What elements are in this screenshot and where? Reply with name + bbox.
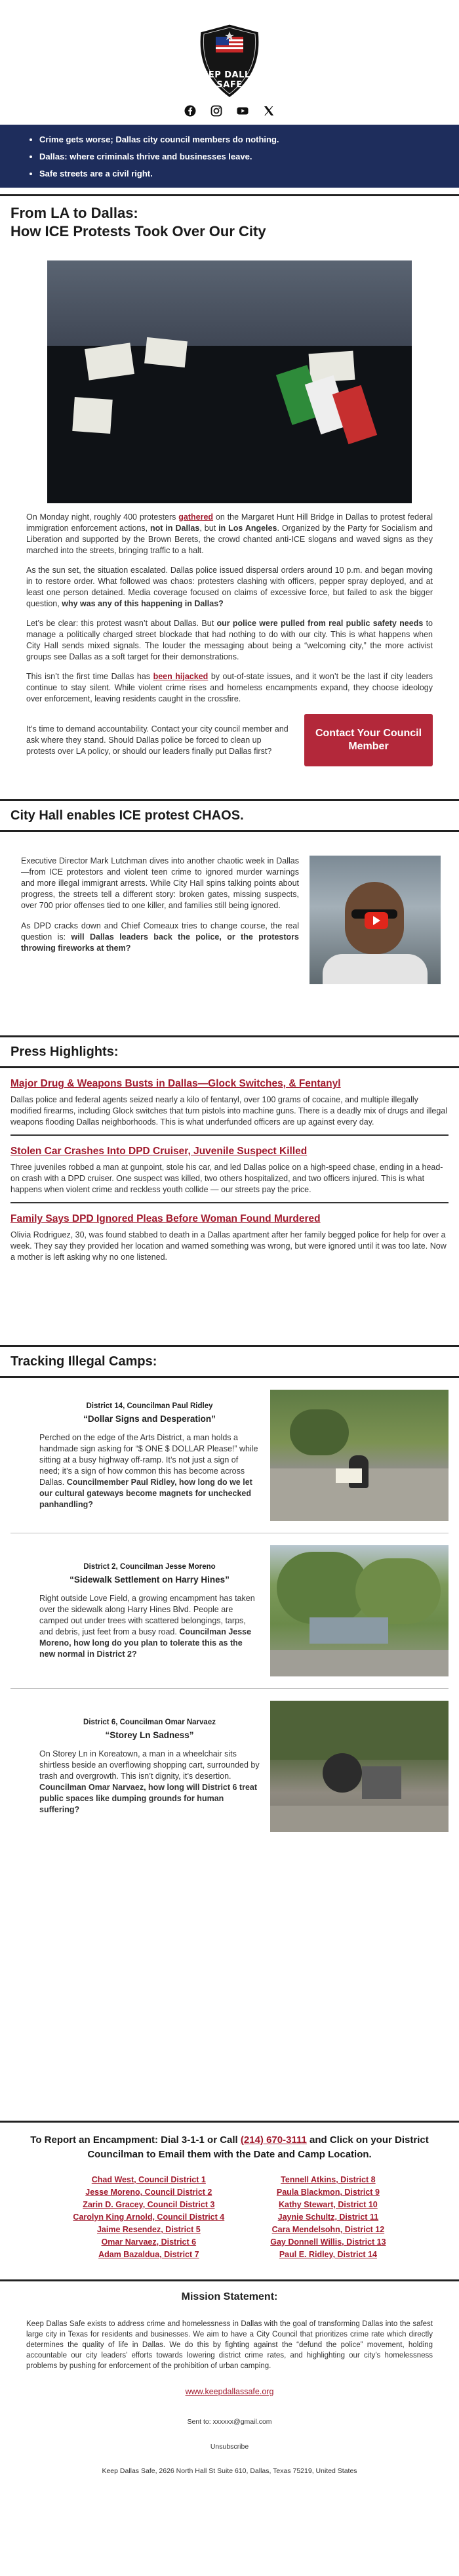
- press-summary: Dallas police and federal agents seized nearly a kilo of fentanyl, over 100 grams of cocaine, and multiple illegally modified firearms, including Glock switches that turn pistols into machine guns. There is a deadly mix of drugs and illegal weapons flooding Dallas neighborhoods. This is what underfunded officers are up against every day.: [10, 1095, 448, 1127]
- slogan-item: • Crime gets worse; Dallas city council members do nothing.: [39, 131, 459, 148]
- camps-section: [0, 1345, 459, 1832]
- press-section: [0, 1035, 459, 1263]
- article-title-line2: How ICE Protests Took Over Our City: [10, 223, 266, 239]
- social-links: [0, 105, 459, 117]
- council-member-link[interactable]: Kathy Stewart, District 10: [279, 2200, 378, 2209]
- council-member-link[interactable]: Tennell Atkins, District 8: [281, 2175, 376, 2184]
- press-item: [0, 1145, 459, 1195]
- been-hijacked-link[interactable]: been hijacked: [153, 672, 209, 681]
- camp-text: [39, 1401, 260, 1510]
- council-member-link[interactable]: Adam Bazaldua, District 7: [98, 2250, 199, 2259]
- article-title-line1: From LA to Dallas:: [10, 205, 138, 221]
- camp-text: [39, 1562, 260, 1660]
- camp-district: District 6, Councilman Omar Narvaez: [83, 1718, 216, 1726]
- camp-subtitle: “Storey Ln Sadness”: [105, 1730, 194, 1740]
- press-headline-link[interactable]: Family Says DPD Ignored Pleas Before Woman Found Murdered: [10, 1213, 321, 1224]
- video-description: [18, 856, 299, 984]
- press-divider: [10, 1202, 449, 1203]
- camp-photo: [270, 1701, 449, 1832]
- council-member-link[interactable]: Cara Mendelsohn, District 12: [271, 2225, 385, 2234]
- camp-subtitle: “Sidewalk Settlement on Harry Hines”: [70, 1575, 230, 1585]
- contact-council-member-button[interactable]: Contact Your Council Member: [304, 714, 433, 766]
- council-member-link[interactable]: Zarin D. Gracey, Council District 3: [83, 2200, 215, 2209]
- camp-description: Right outside Love Field, a growing encampment has taken over the sidewalk along Harry Hines Blvd. People are camped out under trees with scattered belongings, tarps, and debris, just feet from a busy road. Councilman Jesse Moreno, how long do you plan to tolerate this as the new normal in District 2?: [39, 1594, 255, 1659]
- council-member-link[interactable]: Jaynie Schultz, District 11: [277, 2212, 379, 2222]
- press-item: [0, 1077, 459, 1128]
- slogan-banner: [0, 125, 459, 188]
- website-link[interactable]: www.keepdallassafe.org: [185, 2387, 274, 2397]
- article-body: [0, 512, 459, 705]
- protest-photo: [47, 260, 412, 503]
- play-icon[interactable]: [365, 912, 388, 929]
- video-thumbnail[interactable]: [309, 856, 441, 984]
- sent-to-text: Sent to: xxxxxx@gmail.com: [187, 2418, 272, 2426]
- mission-title: Mission Statement:: [181, 2291, 278, 2302]
- article-paragraph: As the sun set, the situation escalated. Dallas police issued dispersal orders around 10 p.m. and began moving in to restore order. What followed was chaos: protesters clashing with officers, pepper spray deployed, and at least one person detained. Media coverage focused on claims of excessive force, but failed to ask the bigger question, why was any of this happening in Dallas?: [26, 566, 433, 608]
- council-member-link[interactable]: Gay Donnell Willis, District 13: [270, 2237, 386, 2247]
- camp-divider: [10, 1688, 449, 1689]
- camp-text: [39, 1717, 260, 1816]
- logo-text-line2: SAFE: [216, 80, 243, 90]
- press-divider: [10, 1134, 449, 1136]
- camp-subtitle: “Dollar Signs and Desperation”: [83, 1413, 216, 1424]
- video-row: [0, 832, 459, 984]
- section-divider: [0, 2121, 459, 2123]
- camp-item: [0, 1701, 459, 1832]
- slogan-list: [25, 131, 459, 182]
- slogan-item: • Safe streets are a civil right.: [39, 165, 459, 182]
- camp-district: District 14, Councilman Paul Ridley: [86, 1402, 213, 1410]
- article-paragraph: On Monday night, roughly 400 protesters gathered on the Margaret Hunt Hill Bridge in Dallas to protest federal immigration enforcement actions, not in Dallas, but in Los Angeles. Organized by the Party for Socialism and Liberation and supported by the Brown Berets, the crowd chanted anti-ICE slogans and waved signs as they marched into the streets, bringing traffic to a halt.: [26, 512, 433, 555]
- gathered-link[interactable]: gathered: [178, 512, 214, 522]
- report-section: [0, 2121, 459, 2261]
- press-summary: Olivia Rodriguez, 30, was found stabbed to death in a Dallas apartment after her family begged police for help for over a week. They say they provided her location and warned something was wrong, but were ignored until it was too late. Now a mother is left asking why no one listened.: [10, 1230, 447, 1262]
- council-column-right: [270, 2174, 386, 2261]
- press-headline-link[interactable]: Stolen Car Crashes Into DPD Cruiser, Juvenile Suspect Killed: [10, 1146, 308, 1157]
- footer-address: Keep Dallas Safe, 2626 North Hall St Suite 610, Dallas, Texas 75219, United States: [102, 2466, 357, 2475]
- unsubscribe-link[interactable]: Unsubscribe: [210, 2442, 249, 2451]
- cta-text: It’s time to demand accountability. Contact your city council member and ask where they stand. Should Dallas police be forced to clean up protests over LA policy, or should our leaders finally put Dallas first?: [26, 724, 289, 756]
- camp-item: [0, 1390, 459, 1521]
- council-member-link[interactable]: Chad West, Council District 1: [91, 2175, 206, 2184]
- logo-text-line1: KEEP DALLAS: [195, 70, 264, 80]
- council-list: [0, 2174, 459, 2261]
- camp-photo: [270, 1390, 449, 1521]
- press-title: Press Highlights:: [10, 1045, 119, 1059]
- youtube-icon[interactable]: [237, 105, 249, 117]
- section-divider: [0, 1376, 459, 1378]
- camp-description: On Storey Ln in Koreatown, a man in a wheelchair sits shirtless beside an overflowing shopping cart, surrounded by trash and overgrowth. This isn’t dignity, it’s desertion. Councilman Omar Narvaez, how long will District 6 treat public spaces like dumping grounds for human suffering?: [39, 1749, 260, 1814]
- council-member-link[interactable]: Jaime Resendez, District 5: [96, 2225, 201, 2234]
- camp-district: District 2, Councilman Jesse Moreno: [83, 1563, 216, 1571]
- report-instructions: To Report an Encampment: Dial 3-1-1 or Call (214) 670-3111 and Click on your District Councilman to Email them with the Date and Camp Location.: [30, 2134, 429, 2160]
- article-paragraph: Let’s be clear: this protest wasn’t about Dallas. But our police were pulled from real public safety needs to manage a politically charged street blockade that had nothing to do with our city. This is what happens when City Hall sends mixed signals. The louder the messaging about being a “welcoming city,” the more activist groups see Dallas as a soft target for their demonstrations.: [26, 619, 433, 661]
- press-headline-link[interactable]: Major Drug & Weapons Busts in Dallas—Glock Switches, & Fentanyl: [10, 1078, 341, 1089]
- facebook-icon[interactable]: [184, 105, 196, 117]
- cityhall-section: [0, 799, 459, 984]
- council-member-link[interactable]: Jesse Moreno, Council District 2: [85, 2188, 212, 2197]
- video-paragraph: As DPD cracks down and Chief Comeaux tries to change course, the real question is: will Dallas leaders back the police, or the protestors throwing fireworks at them?: [21, 921, 299, 953]
- mission-body: Keep Dallas Safe exists to address crime and homelessness in Dallas with the goal of transforming Dallas into the safest large city in Texas for residents and businesses. We aim to have a City Council that prioritizes crime rate which directly determines the quality of life in Dallas. We do this by fighting against the “defund the police” movement, holding accountable our city leaders’ efforts towards lowering district crime rates, and highlighting our city’s homelessness problems by pushing for enforcement of the prohibition of urban camping.: [26, 2320, 433, 2371]
- council-member-link[interactable]: Carolyn King Arnold, Council District 4: [73, 2212, 225, 2222]
- instagram-icon[interactable]: [210, 105, 222, 117]
- council-column-left: [73, 2174, 224, 2261]
- header: [0, 0, 459, 110]
- article-section: [0, 194, 459, 766]
- camp-item: [0, 1545, 459, 1676]
- camps-title: Tracking Illegal Camps:: [10, 1354, 157, 1369]
- camp-description: Perched on the edge of the Arts District, a man holds a handmade sign asking for “$ ONE $ DOLLAR Please!” while sitting at a busy highway off-ramp. It’s not just a sign of need; it’s a sign of how common this has become across Dallas. Councilmember Paul Ridley, how long do we let our cultural gateways become magnets for unchecked panhandling?: [39, 1432, 258, 1509]
- video-paragraph: Executive Director Mark Lutchman dives into another chaotic week in Dallas—from ICE protestors and violent teen crime to ignored murder warnings and more illegal immigrant arrests. While City Hall spins talking points about progress, the streets tell a different story: broken gates, missing suspects, over 700 prior offenses tied to one killer, and families still being ignored.: [21, 856, 299, 910]
- x-icon[interactable]: [263, 105, 275, 117]
- council-member-link[interactable]: Paul E. Ridley, District 14: [279, 2250, 377, 2259]
- council-member-link[interactable]: Paula Blackmon, District 9: [276, 2188, 380, 2197]
- article-title: [0, 196, 459, 241]
- phone-link[interactable]: (214) 670-3111: [240, 2134, 307, 2146]
- council-member-link[interactable]: Omar Narvaez, District 6: [101, 2237, 197, 2247]
- press-summary: Three juveniles robbed a man at gunpoint, stole his car, and led Dallas police on a high-speed chase, ending in a head-on crash with a DPD cruiser. One suspect was killed, two others hospitalized, and two officers injured. This is what happens when violent crime and reckless youth collide — our streets pay the price.: [10, 1163, 443, 1194]
- cityhall-title: City Hall enables ICE protest CHAOS.: [10, 808, 244, 823]
- camp-photo: [270, 1545, 449, 1676]
- press-item: [0, 1213, 459, 1263]
- section-divider: [0, 1066, 459, 1068]
- keep-dallas-safe-logo[interactable]: [191, 22, 268, 100]
- cta-row: [0, 705, 459, 766]
- article-paragraph: This isn’t the first time Dallas has been hijacked by out-of-state issues, and it won’t be the last if city leaders continue to stay silent. While violent crime rises and homeless encampments expand, they choose ideology over enforcement, leaving residents caught in the crossfire.: [26, 672, 433, 703]
- slogan-item: • Dallas: where criminals thrive and businesses leave.: [39, 148, 459, 165]
- mission-section: [0, 2279, 459, 2476]
